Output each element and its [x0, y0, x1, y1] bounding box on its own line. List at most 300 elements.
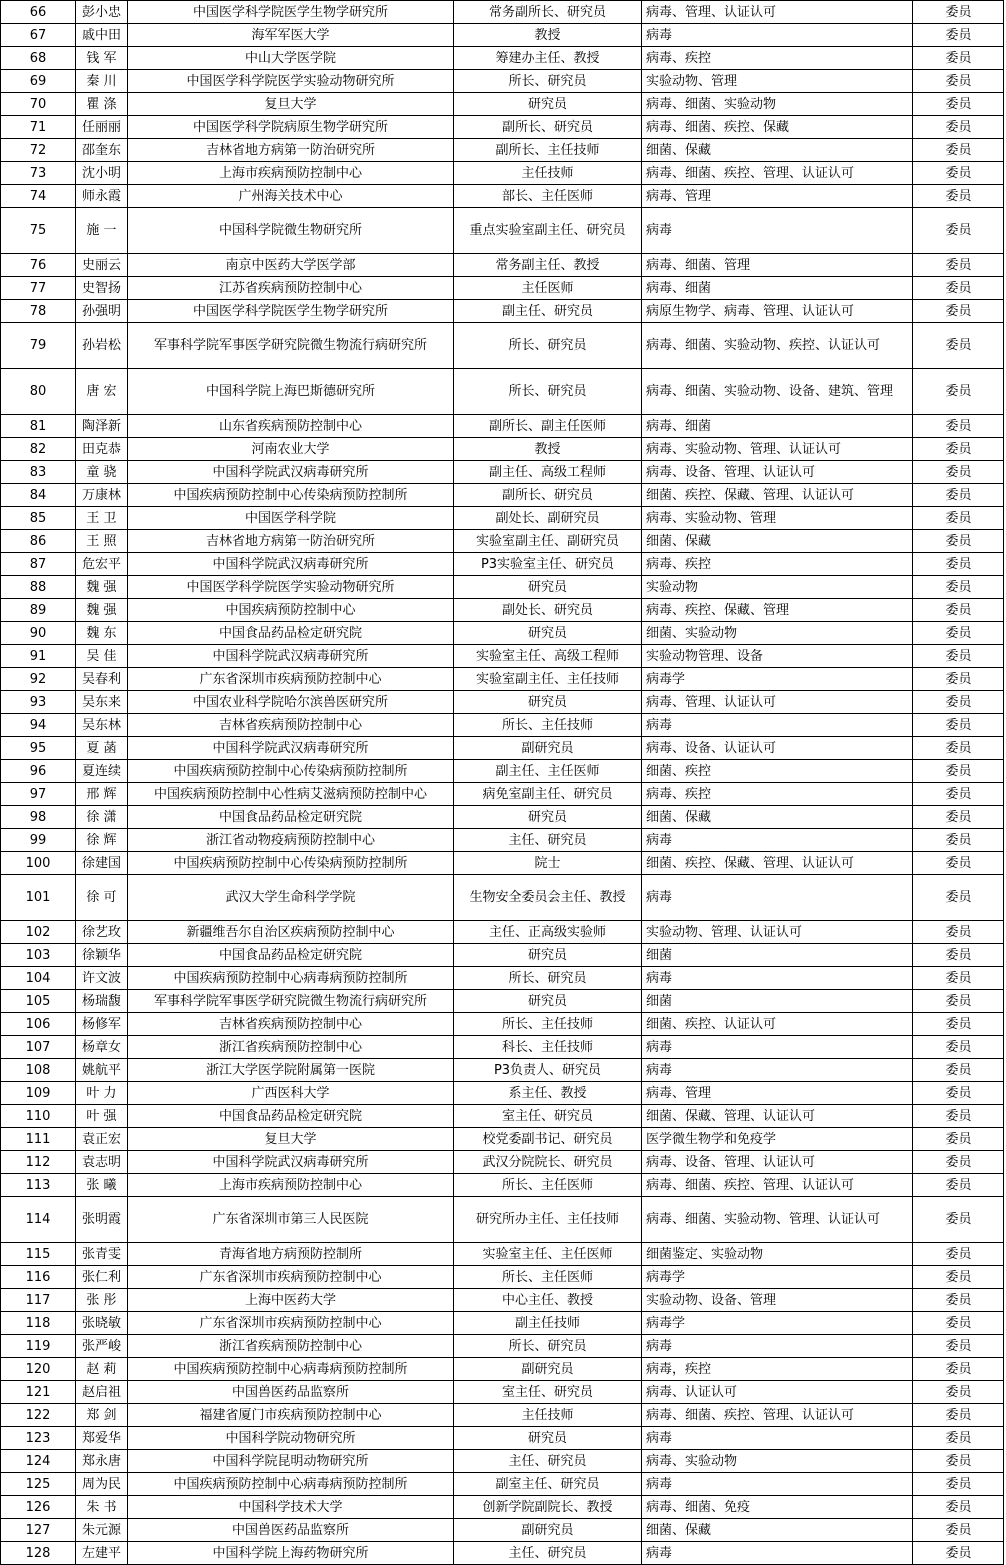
cell-organization: 中国科学院武汉病毒研究所 [127, 1150, 453, 1173]
cell-position: 研究员 [453, 805, 641, 828]
cell-number: 90 [0, 621, 75, 644]
cell-organization: 福建省厦门市疾病预防控制中心 [127, 1403, 453, 1426]
cell-number: 120 [0, 1357, 75, 1380]
cell-expertise: 实验动物管理、设备 [641, 644, 912, 667]
cell-expertise: 细菌、保藏 [641, 1518, 912, 1541]
cell-committee-role: 委员 [912, 1334, 1004, 1357]
cell-name: 彭小忠 [75, 0, 127, 23]
cell-number: 81 [0, 414, 75, 437]
cell-committee-role: 委员 [912, 713, 1004, 736]
cell-name: 许文波 [75, 966, 127, 989]
cell-organization: 中国医学科学院医学生物学研究所 [127, 299, 453, 322]
cell-expertise: 病毒、疾控、保藏、管理 [641, 598, 912, 621]
cell-committee-role: 委员 [912, 782, 1004, 805]
cell-name: 瞿 涤 [75, 92, 127, 115]
cell-position: 室主任、研究员 [453, 1104, 641, 1127]
cell-position: 副处长、研究员 [453, 598, 641, 621]
cell-number: 122 [0, 1403, 75, 1426]
cell-expertise: 病毒、细菌、疾控、保藏 [641, 115, 912, 138]
cell-organization: 吉林省地方病第一防治研究所 [127, 138, 453, 161]
cell-number: 110 [0, 1104, 75, 1127]
cell-expertise: 细菌、疾控、保藏、管理、认证认可 [641, 851, 912, 874]
cell-name: 姚航平 [75, 1058, 127, 1081]
cell-number: 83 [0, 460, 75, 483]
cell-expertise: 病毒、管理、认证认可 [641, 0, 912, 23]
cell-committee-role: 委员 [912, 736, 1004, 759]
cell-organization: 中国疾病预防控制中心病毒病预防控制所 [127, 1357, 453, 1380]
cell-organization: 广东省深圳市疾病预防控制中心 [127, 1311, 453, 1334]
cell-expertise: 病毒、实验动物 [641, 1449, 912, 1472]
cell-name: 魏 强 [75, 575, 127, 598]
cell-committee-role: 委员 [912, 460, 1004, 483]
cell-committee-role: 委员 [912, 575, 1004, 598]
cell-committee-role: 委员 [912, 414, 1004, 437]
cell-name: 陶泽新 [75, 414, 127, 437]
cell-expertise: 实验动物、管理 [641, 69, 912, 92]
cell-organization: 山东省疾病预防控制中心 [127, 414, 453, 437]
cell-name: 孙强明 [75, 299, 127, 322]
cell-organization: 广东省深圳市第三人民医院 [127, 1196, 453, 1242]
cell-name: 万康林 [75, 483, 127, 506]
cell-position: 实验室副主任、主任技师 [453, 667, 641, 690]
cell-number: 103 [0, 943, 75, 966]
cell-number: 76 [0, 253, 75, 276]
cell-committee-role: 委员 [912, 552, 1004, 575]
cell-position: 所长、研究员 [453, 322, 641, 368]
cell-number: 114 [0, 1196, 75, 1242]
cell-number: 123 [0, 1426, 75, 1449]
cell-expertise: 细菌 [641, 943, 912, 966]
cell-name: 师永霞 [75, 184, 127, 207]
cell-committee-role: 委员 [912, 46, 1004, 69]
cell-position: 所长、主任医师 [453, 1173, 641, 1196]
cell-organization: 新疆维吾尔自治区疾病预防控制中心 [127, 920, 453, 943]
cell-expertise: 病毒学 [641, 667, 912, 690]
cell-expertise: 实验动物、设备、管理 [641, 1288, 912, 1311]
cell-number: 108 [0, 1058, 75, 1081]
cell-organization: 河南农业大学 [127, 437, 453, 460]
cell-organization: 中国食品药品检定研究院 [127, 943, 453, 966]
cell-position: 副主任、研究员 [453, 299, 641, 322]
cell-expertise: 病毒 [641, 1334, 912, 1357]
cell-organization: 中国科学技术大学 [127, 1495, 453, 1518]
cell-organization: 广东省深圳市疾病预防控制中心 [127, 1265, 453, 1288]
cell-organization: 广州海关技术中心 [127, 184, 453, 207]
cell-position: 副主任技师 [453, 1311, 641, 1334]
cell-name: 史丽云 [75, 253, 127, 276]
cell-name: 王 照 [75, 529, 127, 552]
cell-name: 孙岩松 [75, 322, 127, 368]
cell-number: 79 [0, 322, 75, 368]
cell-expertise: 细菌鉴定、实验动物 [641, 1242, 912, 1265]
cell-position: P3实验室主任、研究员 [453, 552, 641, 575]
cell-number: 68 [0, 46, 75, 69]
cell-committee-role: 委员 [912, 1449, 1004, 1472]
cell-expertise: 病毒、细菌、实验动物、疾控、认证认可 [641, 322, 912, 368]
cell-organization: 吉林省疾病预防控制中心 [127, 713, 453, 736]
cell-number: 84 [0, 483, 75, 506]
cell-name: 徐颖华 [75, 943, 127, 966]
cell-organization: 中国农业科学院哈尔滨兽医研究所 [127, 690, 453, 713]
cell-expertise: 细菌、保藏 [641, 529, 912, 552]
cell-expertise: 病毒 [641, 966, 912, 989]
cell-position: 中心主任、教授 [453, 1288, 641, 1311]
cell-committee-role: 委员 [912, 644, 1004, 667]
cell-committee-role: 委员 [912, 437, 1004, 460]
cell-committee-role: 委员 [912, 1035, 1004, 1058]
cell-number: 93 [0, 690, 75, 713]
cell-position: 实验室主任、高级工程师 [453, 644, 641, 667]
cell-position: 所长、研究员 [453, 69, 641, 92]
cell-organization: 中山大学医学院 [127, 46, 453, 69]
cell-organization: 吉林省疾病预防控制中心 [127, 1012, 453, 1035]
cell-expertise: 病毒、设备、管理、认证认可 [641, 1150, 912, 1173]
cell-position: 研究员 [453, 1426, 641, 1449]
cell-committee-role: 委员 [912, 1311, 1004, 1334]
cell-number: 74 [0, 184, 75, 207]
cell-expertise: 病毒 [641, 1541, 912, 1564]
cell-number: 75 [0, 207, 75, 253]
cell-position: 主任技师 [453, 161, 641, 184]
cell-expertise: 病毒 [641, 1426, 912, 1449]
cell-position: 研究员 [453, 92, 641, 115]
cell-position: 副处长、副研究员 [453, 506, 641, 529]
cell-number: 100 [0, 851, 75, 874]
cell-committee-role: 委员 [912, 759, 1004, 782]
cell-committee-role: 委员 [912, 1541, 1004, 1564]
cell-number: 66 [0, 0, 75, 23]
cell-position: 生物安全委员会主任、教授 [453, 874, 641, 920]
cell-committee-role: 委员 [912, 690, 1004, 713]
cell-organization: 中国医学科学院医学实验动物研究所 [127, 575, 453, 598]
cell-organization: 中国疾病预防控制中心传染病预防控制所 [127, 851, 453, 874]
cell-organization: 中国科学院昆明动物研究所 [127, 1449, 453, 1472]
cell-organization: 南京中医药大学医学部 [127, 253, 453, 276]
cell-committee-role: 委员 [912, 828, 1004, 851]
cell-position: 武汉分院院长、研究员 [453, 1150, 641, 1173]
cell-expertise: 实验动物 [641, 575, 912, 598]
cell-expertise: 细菌、保藏 [641, 138, 912, 161]
cell-expertise: 病毒、细菌、实验动物、设备、建筑、管理 [641, 368, 912, 414]
cell-position: 重点实验室副主任、研究员 [453, 207, 641, 253]
cell-position: 副所长、主任技师 [453, 138, 641, 161]
cell-name: 邢 辉 [75, 782, 127, 805]
cell-expertise: 病毒 [641, 713, 912, 736]
cell-expertise: 病毒、管理 [641, 1081, 912, 1104]
cell-organization: 中国科学院武汉病毒研究所 [127, 552, 453, 575]
cell-committee-role: 委员 [912, 966, 1004, 989]
cell-number: 106 [0, 1012, 75, 1035]
cell-name: 朱 书 [75, 1495, 127, 1518]
cell-position: 科长、主任技师 [453, 1035, 641, 1058]
cell-position: 所长、研究员 [453, 966, 641, 989]
cell-committee-role: 委员 [912, 1012, 1004, 1035]
cell-expertise: 病毒 [641, 1035, 912, 1058]
cell-expertise: 细菌、保藏、管理、认证认可 [641, 1104, 912, 1127]
cell-expertise: 病毒，疾控 [641, 1357, 912, 1380]
cell-name: 郑 剑 [75, 1403, 127, 1426]
cell-number: 116 [0, 1265, 75, 1288]
cell-number: 119 [0, 1334, 75, 1357]
cell-organization: 中国疾病预防控制中心 [127, 598, 453, 621]
cell-organization: 中国疾病预防控制中心传染病预防控制所 [127, 759, 453, 782]
cell-number: 71 [0, 115, 75, 138]
cell-expertise: 病毒 [641, 207, 912, 253]
cell-committee-role: 委员 [912, 299, 1004, 322]
cell-name: 魏 东 [75, 621, 127, 644]
cell-position: 病免室副主任、研究员 [453, 782, 641, 805]
cell-name: 赵 莉 [75, 1357, 127, 1380]
cell-organization: 中国科学院动物研究所 [127, 1426, 453, 1449]
cell-position: 教授 [453, 23, 641, 46]
cell-position: 研究员 [453, 575, 641, 598]
cell-expertise: 病毒、细菌、疾控、管理、认证认可 [641, 161, 912, 184]
cell-committee-role: 委员 [912, 138, 1004, 161]
cell-expertise: 细菌、疾控 [641, 759, 912, 782]
cell-name: 郑爱华 [75, 1426, 127, 1449]
cell-committee-role: 委员 [912, 184, 1004, 207]
cell-expertise: 医学微生物学和免疫学 [641, 1127, 912, 1150]
cell-number: 118 [0, 1311, 75, 1334]
cell-position: 副室主任、研究员 [453, 1472, 641, 1495]
cell-committee-role: 委员 [912, 69, 1004, 92]
cell-position: 校党委副书记、研究员 [453, 1127, 641, 1150]
cell-name: 沈小明 [75, 161, 127, 184]
cell-position: 所长、主任医师 [453, 1265, 641, 1288]
cell-name: 赵启祖 [75, 1380, 127, 1403]
cell-committee-role: 委员 [912, 1127, 1004, 1150]
cell-expertise: 病毒 [641, 1058, 912, 1081]
cell-position: 所长、主任技师 [453, 1012, 641, 1035]
cell-number: 98 [0, 805, 75, 828]
cell-position: 常务副主任、教授 [453, 253, 641, 276]
cell-organization: 中国科学院武汉病毒研究所 [127, 736, 453, 759]
cell-organization: 中国科学院上海巴斯德研究所 [127, 368, 453, 414]
cell-name: 徐艺玫 [75, 920, 127, 943]
cell-organization: 浙江省疾病预防控制中心 [127, 1334, 453, 1357]
cell-name: 杨瑞馥 [75, 989, 127, 1012]
cell-number: 126 [0, 1495, 75, 1518]
cell-name: 吴春利 [75, 667, 127, 690]
cell-name: 田克恭 [75, 437, 127, 460]
cell-organization: 上海市疾病预防控制中心 [127, 1173, 453, 1196]
cell-expertise: 细菌 [641, 989, 912, 1012]
cell-committee-role: 委员 [912, 1150, 1004, 1173]
cell-name: 徐 可 [75, 874, 127, 920]
cell-organization: 中国科学院武汉病毒研究所 [127, 460, 453, 483]
cell-organization: 上海市疾病预防控制中心 [127, 161, 453, 184]
cell-name: 吴 佳 [75, 644, 127, 667]
cell-organization: 中国医学科学院医学生物学研究所 [127, 0, 453, 23]
cell-committee-role: 委员 [912, 207, 1004, 253]
cell-position: 主任医师 [453, 276, 641, 299]
cell-name: 夏连续 [75, 759, 127, 782]
cell-committee-role: 委员 [912, 598, 1004, 621]
cell-position: 副研究员 [453, 1357, 641, 1380]
cell-committee-role: 委员 [912, 667, 1004, 690]
cell-expertise: 病毒、细菌、实验动物、管理、认证认可 [641, 1196, 912, 1242]
cell-position: 主任、研究员 [453, 828, 641, 851]
cell-organization: 浙江省疾病预防控制中心 [127, 1035, 453, 1058]
cell-expertise: 病毒、细菌、管理 [641, 253, 912, 276]
cell-organization: 上海中医药大学 [127, 1288, 453, 1311]
cell-organization: 中国食品药品检定研究院 [127, 1104, 453, 1127]
cell-position: 部长、主任医师 [453, 184, 641, 207]
cell-committee-role: 委员 [912, 506, 1004, 529]
cell-position: 所长、研究员 [453, 1334, 641, 1357]
cell-position: 实验室副主任、副研究员 [453, 529, 641, 552]
cell-committee-role: 委员 [912, 1403, 1004, 1426]
cell-number: 77 [0, 276, 75, 299]
cell-organization: 江苏省疾病预防控制中心 [127, 276, 453, 299]
cell-expertise: 病原生物学、病毒、管理、认证认可 [641, 299, 912, 322]
cell-name: 叶 力 [75, 1081, 127, 1104]
cell-organization: 中国医学科学院 [127, 506, 453, 529]
cell-expertise: 细菌、疾控、认证认可 [641, 1012, 912, 1035]
cell-number: 82 [0, 437, 75, 460]
cell-committee-role: 委员 [912, 276, 1004, 299]
cell-committee-role: 委员 [912, 161, 1004, 184]
cell-name: 袁正宏 [75, 1127, 127, 1150]
cell-organization: 复旦大学 [127, 1127, 453, 1150]
cell-organization: 浙江省动物疫病预防控制中心 [127, 828, 453, 851]
cell-name: 左建平 [75, 1541, 127, 1564]
cell-position: 副所长、研究员 [453, 115, 641, 138]
cell-committee-role: 委员 [912, 1196, 1004, 1242]
cell-organization: 吉林省地方病第一防治研究所 [127, 529, 453, 552]
cell-name: 杨修军 [75, 1012, 127, 1035]
cell-number: 115 [0, 1242, 75, 1265]
cell-committee-role: 委员 [912, 805, 1004, 828]
cell-number: 107 [0, 1035, 75, 1058]
cell-expertise: 病毒、细菌 [641, 414, 912, 437]
cell-name: 袁志明 [75, 1150, 127, 1173]
cell-committee-role: 委员 [912, 1081, 1004, 1104]
cell-committee-role: 委员 [912, 92, 1004, 115]
cell-name: 童 骁 [75, 460, 127, 483]
cell-name: 魏 强 [75, 598, 127, 621]
cell-number: 73 [0, 161, 75, 184]
cell-number: 80 [0, 368, 75, 414]
cell-position: 系主任、教授 [453, 1081, 641, 1104]
cell-name: 张晓敏 [75, 1311, 127, 1334]
cell-expertise: 病毒 [641, 874, 912, 920]
cell-number: 97 [0, 782, 75, 805]
cell-committee-role: 委员 [912, 1265, 1004, 1288]
cell-number: 88 [0, 575, 75, 598]
cell-number: 127 [0, 1518, 75, 1541]
cell-committee-role: 委员 [912, 529, 1004, 552]
cell-expertise: 病毒 [641, 23, 912, 46]
cell-committee-role: 委员 [912, 1288, 1004, 1311]
cell-organization: 中国医学科学院病原生物学研究所 [127, 115, 453, 138]
cell-name: 徐 辉 [75, 828, 127, 851]
cell-expertise: 病毒学 [641, 1311, 912, 1334]
cell-committee-role: 委员 [912, 1495, 1004, 1518]
cell-organization: 广西医科大学 [127, 1081, 453, 1104]
cell-position: 院士 [453, 851, 641, 874]
cell-number: 95 [0, 736, 75, 759]
cell-position: 副研究员 [453, 1518, 641, 1541]
cell-expertise: 病毒、疾控 [641, 46, 912, 69]
cell-organization: 海军军医大学 [127, 23, 453, 46]
cell-name: 吴东来 [75, 690, 127, 713]
cell-position: 主任、研究员 [453, 1449, 641, 1472]
cell-name: 危宏平 [75, 552, 127, 575]
cell-expertise: 病毒、设备、认证认可 [641, 736, 912, 759]
cell-organization: 中国科学院上海药物研究所 [127, 1541, 453, 1564]
cell-organization: 军事科学院军事医学研究院微生物流行病研究所 [127, 989, 453, 1012]
cell-number: 124 [0, 1449, 75, 1472]
cell-expertise: 病毒、实验动物、管理、认证认可 [641, 437, 912, 460]
cell-number: 72 [0, 138, 75, 161]
cell-position: 常务副所长、研究员 [453, 0, 641, 23]
cell-name: 吴东林 [75, 713, 127, 736]
cell-name: 张严峻 [75, 1334, 127, 1357]
cell-organization: 武汉大学生命科学学院 [127, 874, 453, 920]
cell-position: 所长、研究员 [453, 368, 641, 414]
cell-committee-role: 委员 [912, 1058, 1004, 1081]
cell-position: 研究所办主任、主任技师 [453, 1196, 641, 1242]
cell-expertise: 病毒、细菌 [641, 276, 912, 299]
cell-expertise: 病毒 [641, 828, 912, 851]
cell-number: 85 [0, 506, 75, 529]
cell-position: 副主任、高级工程师 [453, 460, 641, 483]
cell-organization: 中国食品药品检定研究院 [127, 805, 453, 828]
cell-number: 128 [0, 1541, 75, 1564]
cell-committee-role: 委员 [912, 1242, 1004, 1265]
cell-expertise: 病毒、细菌、实验动物 [641, 92, 912, 115]
cell-organization: 浙江大学医学院附属第一医院 [127, 1058, 453, 1081]
cell-name: 杨章女 [75, 1035, 127, 1058]
cell-committee-role: 委员 [912, 253, 1004, 276]
cell-organization: 复旦大学 [127, 92, 453, 115]
cell-organization: 青海省地方病预防控制所 [127, 1242, 453, 1265]
cell-committee-role: 委员 [912, 920, 1004, 943]
cell-committee-role: 委员 [912, 1380, 1004, 1403]
cell-committee-role: 委员 [912, 1472, 1004, 1495]
cell-number: 67 [0, 23, 75, 46]
cell-name: 张明霞 [75, 1196, 127, 1242]
cell-position: 副所长、副主任医师 [453, 414, 641, 437]
cell-committee-role: 委员 [912, 1173, 1004, 1196]
cell-position: 研究员 [453, 943, 641, 966]
cell-position: 室主任、研究员 [453, 1380, 641, 1403]
cell-committee-role: 委员 [912, 23, 1004, 46]
cell-name: 朱元源 [75, 1518, 127, 1541]
cell-organization: 中国兽医药品监察所 [127, 1518, 453, 1541]
cell-number: 99 [0, 828, 75, 851]
cell-number: 92 [0, 667, 75, 690]
cell-number: 113 [0, 1173, 75, 1196]
cell-name: 唐 宏 [75, 368, 127, 414]
cell-committee-role: 委员 [912, 621, 1004, 644]
cell-number: 70 [0, 92, 75, 115]
cell-name: 施 一 [75, 207, 127, 253]
cell-committee-role: 委员 [912, 851, 1004, 874]
cell-committee-role: 委员 [912, 943, 1004, 966]
cell-expertise: 细菌、实验动物 [641, 621, 912, 644]
cell-number: 105 [0, 989, 75, 1012]
cell-position: 研究员 [453, 690, 641, 713]
cell-number: 86 [0, 529, 75, 552]
cell-committee-role: 委员 [912, 1357, 1004, 1380]
cell-position: 主任、研究员 [453, 1541, 641, 1564]
cell-position: 研究员 [453, 989, 641, 1012]
cell-position: 创新学院副院长、教授 [453, 1495, 641, 1518]
cell-expertise: 病毒、细菌、免疫 [641, 1495, 912, 1518]
cell-name: 周为民 [75, 1472, 127, 1495]
